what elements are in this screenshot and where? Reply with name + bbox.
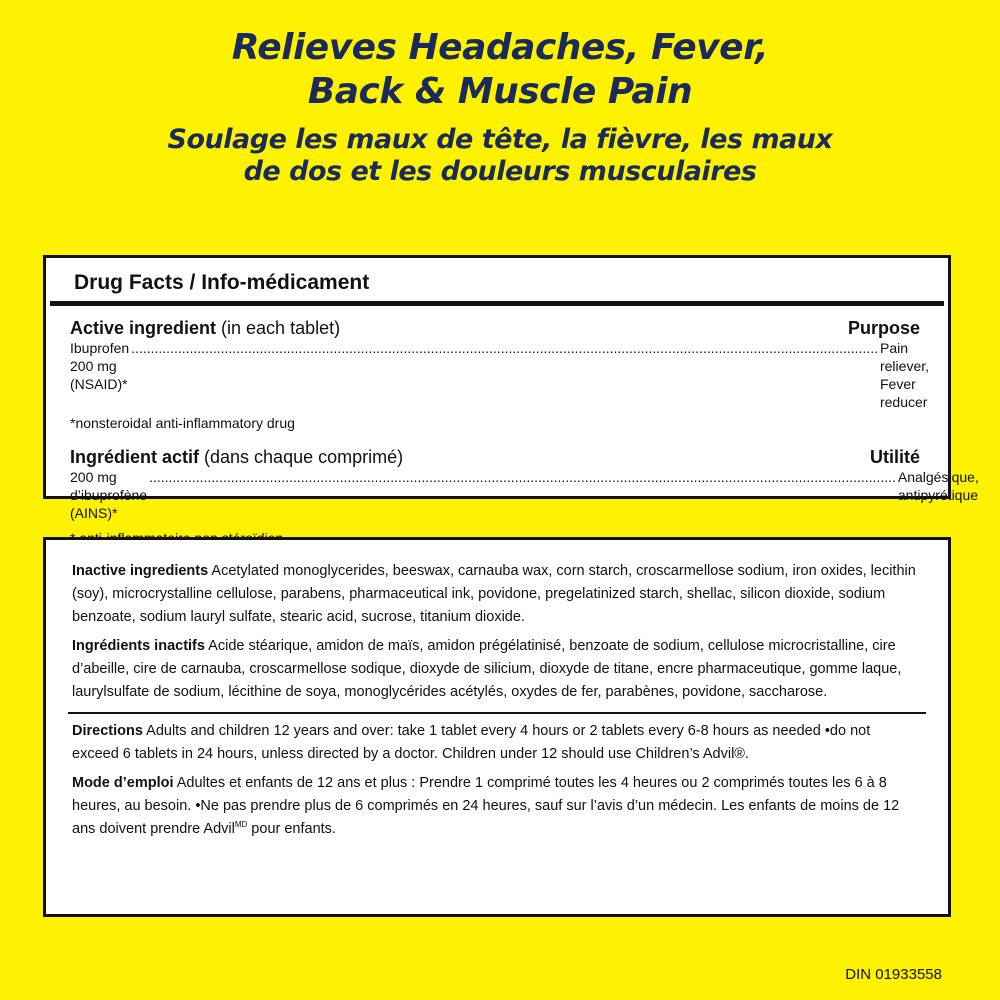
leader-dots: ................................................................................................................................................................................................ (149, 469, 896, 485)
trademark-sup: MD (234, 820, 248, 830)
inactive-ingredients-en (72, 560, 918, 629)
directions-en (72, 720, 918, 766)
headline-fr-line2: de dos et les douleurs musculaires (243, 156, 757, 187)
ingredient-actif-label: Ingrédient actif (70, 447, 200, 467)
headline-fr-line1: Soulage les maux de tête, la fièvre, les maux (167, 124, 833, 155)
headline (0, 26, 1000, 188)
directions-fr-tail: pour enfants. (247, 821, 336, 837)
directions-fr-label: Mode d’emploi (72, 775, 174, 791)
leader-dots: ................................................................................................................................................................................................ (131, 340, 878, 356)
ingredient-name-fr: 200 mg d’ibuprofène (AINS)* (70, 469, 148, 521)
active-ingredient-header-fr (70, 447, 920, 468)
inactive-ingredients-fr-label: Ingrédients inactifs (72, 638, 205, 654)
inactive-ingredients-fr (72, 635, 918, 704)
inactive-ingredients-en-text: Acetylated monoglycerides, beeswax, carnauba wax, corn starch, croscarmellose sodium, iron oxides, lecithin (soy), microcrystalline cellulose, parabens, pharmaceutical ink, povidone, pregelatinized starch, shellac, silicon dioxide, sodium benzoate, sodium lauryl sulfate, stearic acid, sucrose, titanium dioxide. (72, 563, 916, 625)
section-divider (68, 712, 926, 714)
active-ingredient-header-en (70, 318, 920, 339)
headline-en-line2: Back & Muscle Pain (307, 71, 693, 112)
directions-fr (72, 772, 918, 841)
ingredients-directions-panel (43, 537, 951, 917)
drug-facts-panel (43, 255, 979, 521)
active-ingredient-qualifier: (in each tablet) (216, 318, 341, 338)
directions-fr-text: Adultes et enfants de 12 ans et plus : Prendre 1 comprimé toutes les 4 heures ou 2 comprimés toutes les 6 à 8 heures, au besoin. •Ne pas prendre plus de 6 comprimés en 24 heures, sauf sur l’avis d’un médecin. Les enfants de moins de 12 ans doivent prendre Advil (72, 775, 900, 837)
headline-en-line1: Relieves Headaches, Fever, (231, 27, 769, 68)
ingredient-actif-qualifier: (dans chaque comprimé) (199, 447, 404, 467)
directions-en-label: Directions (72, 723, 143, 739)
purpose-value-en: Pain reliever, Fever reducer (879, 340, 930, 410)
active-ingredient-row-en (70, 339, 930, 411)
purpose-value-fr: Analgésique, antipyrétique (897, 469, 979, 503)
utilite-label: Utilité (869, 447, 920, 467)
inactive-ingredients-en-label: Inactive ingredients (72, 563, 209, 579)
inactive-ingredients-fr-text: Acide stéarique, amidon de maïs, amidon prégélatinisé, benzoate de sodium, cellulose microcristalline, cire d’abeille, cire de carnauba, croscarmellose sodique, dioxyde de silicium, dioxyde de titane, encre pharmaceutique, gomme laque, laurylsulfate de sodium, lécithine de soya, monoglycérides acétylés, oxydes de fer, parabènes, povidone, saccharose. (72, 638, 902, 700)
active-ingredient-row-fr (70, 468, 979, 522)
footnote-en: *nonsteroidal anti-inflammatory drug (70, 415, 295, 431)
active-ingredient-label: Active ingredient (70, 318, 217, 338)
purpose-label: Purpose (847, 318, 920, 338)
directions-en-text: Adults and children 12 years and over: take 1 tablet every 4 hours or 2 tablets every 6-8 hours as needed •do not exceed 6 tablets in 24 hours, unless directed by a doctor. Children under 12 should use Children’s Advil®. (72, 723, 871, 762)
ingredient-name-en: Ibuprofen 200 mg (NSAID)* (70, 340, 130, 392)
drug-facts-title: Drug Facts / Info-médicament (50, 258, 944, 306)
din-number: DIN 01933558 (845, 966, 942, 983)
